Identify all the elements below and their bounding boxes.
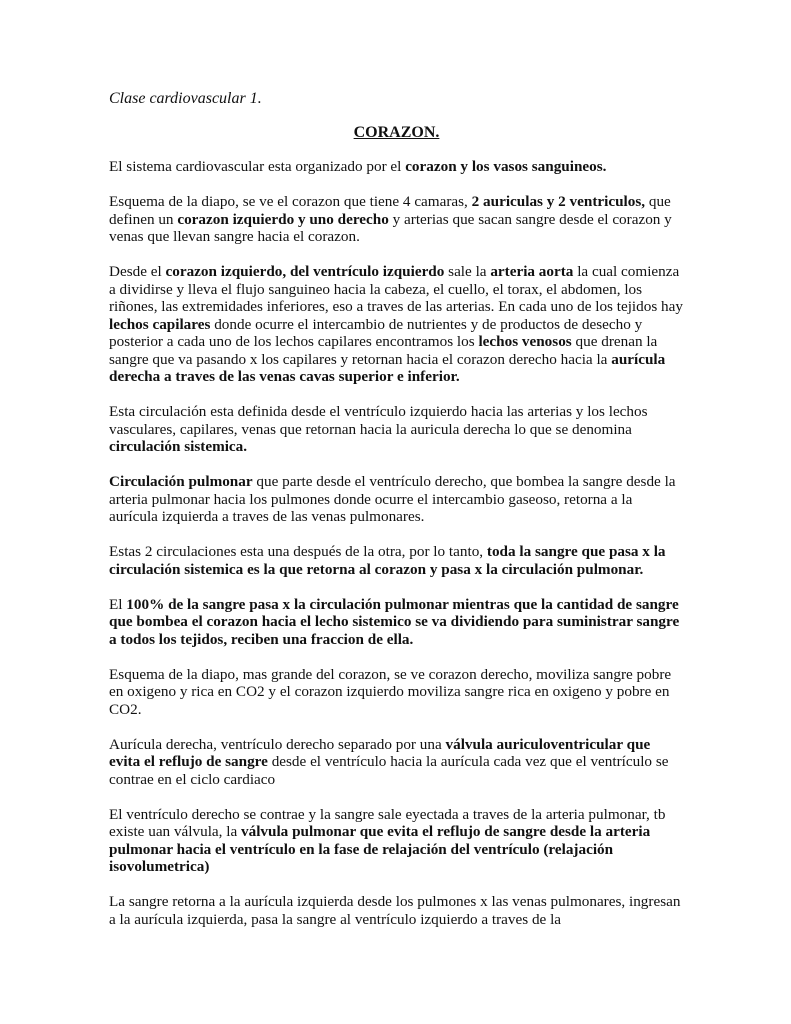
- text-run: Aurícula derecha, ventrículo derecho separado por una: [109, 735, 446, 753]
- text-run: que definen un: [109, 193, 671, 228]
- text-run: Esquema de la diapo, mas grande del corazon, se ve corazon derecho, moviliza sangre pobre en oxigeno y rica en CO2 y el corazon izquierdo moviliza sangre rica en oxigeno y pobre en CO2.: [109, 665, 672, 718]
- paragraph: [109, 473, 684, 526]
- text-run: desde el ventrículo hacia la aurícula cada vez que el ventrículo se contrae en el ciclo cardiaco: [109, 753, 669, 788]
- text-run: El ventrículo derecho se contrae y la sangre sale eyectada a traves de la arteria pulmonar, tb existe uan válvula, la: [109, 805, 666, 840]
- text-run: donde ocurre el intercambio de nutrientes y de productos de desecho y posterior a cada uno de los lechos capilares encontramos los: [109, 315, 643, 350]
- text-run: y arterias que sacan sangre desde el corazon y venas que llevan sangre hacia el corazon.: [109, 210, 672, 245]
- bold-text: circulación sistemica.: [109, 438, 248, 455]
- paragraph: [109, 193, 684, 246]
- text-run: Desde el: [109, 263, 166, 280]
- text-run: que parte desde el ventrículo derecho, que bombea la sangre desde la arteria pulmonar hacia los pulmones donde ocurre el intercambio gaseoso, retorna a la aurícula izquierda a traves de las venas pulmonares.: [109, 473, 676, 525]
- text-run: que drenan la sangre que va pasando x los capilares y retornan hacia el corazon derecho hacia la: [109, 333, 658, 368]
- text-run: sale la: [444, 263, 491, 280]
- paragraph: [109, 158, 684, 176]
- document-title: CORAZON.: [353, 123, 440, 141]
- bold-text: 100% de la sangre pasa x la circulación pulmonar mientras que la cantidad de sangre que bombea el corazon hacia el lecho sistemico se va dividiendo para suministrar sangre a todos los tejidos, reciben una fraccion de ella.: [109, 595, 680, 648]
- document-body: [109, 90, 684, 946]
- bold-text: corazon izquierdo, del ventrículo izquierdo: [165, 263, 445, 280]
- bold-text: corazon izquierdo y uno derecho: [177, 210, 389, 228]
- paragraph: [109, 543, 684, 578]
- paragraph: [109, 403, 684, 456]
- bold-text: válvula pulmonar que evita el reflujo de sangre desde la arteria pulmonar hacia el ventrículo en la fase de relajación del ventrículo (relajación isovolumetrica): [109, 823, 651, 875]
- paragraph: [109, 736, 684, 789]
- text-run: El sistema cardiovascular esta organizado por el: [109, 158, 406, 175]
- text-run: la cual comienza a dividirse y lleva el flujo sanguineo hacia la cabeza, el cuello, el torax, el abdomen, los riñones, las extremidades inferiores, eso a traves de las arterias. En cada uno de los tejidos hay: [109, 263, 683, 315]
- text-run: La sangre retorna a la aurícula izquierda desde los pulmones x las venas pulmonares, ingresan a la aurícula izquierda, pasa la sangre al ventrículo izquierdo a traves de la: [109, 893, 681, 928]
- bold-text: lechos venosos: [478, 333, 572, 350]
- bold-text: 2 auriculas y 2 ventriculos,: [471, 193, 646, 210]
- bold-text: toda la sangre que pasa x la circulación sistemica es la que retorna al corazon y pasa x la circulación pulmonar.: [109, 543, 666, 578]
- bold-text: válvula auriculoventricular que evita el reflujo de sangre: [109, 735, 651, 770]
- text-run: Esquema de la diapo, se ve el corazon que tiene 4 camaras,: [109, 193, 472, 210]
- paragraph: [109, 666, 684, 719]
- bold-text: lechos capilares: [109, 315, 211, 333]
- text-run: Esta circulación esta definida desde el ventrículo izquierdo hacia las arterias y los lechos vasculares, capilares, venas que retornan hacia la auricula derecha lo que se denomina: [109, 403, 648, 438]
- bold-text: Circulación pulmonar: [109, 473, 253, 490]
- paragraph-list: [109, 158, 684, 928]
- bold-text: arteria aorta: [490, 263, 574, 280]
- bold-text: aurícula derecha a traves de las venas cavas superior e inferior.: [109, 350, 666, 385]
- text-run: Estas 2 circulaciones esta una después de la otra, por lo tanto,: [109, 543, 487, 560]
- paragraph: [109, 893, 684, 928]
- paragraph: [109, 263, 684, 386]
- document-subtitle: Clase cardiovascular 1.: [109, 90, 262, 107]
- text-run: El: [109, 595, 127, 613]
- bold-text: corazon y los vasos sanguineos.: [405, 158, 607, 175]
- paragraph: [109, 806, 684, 876]
- paragraph: [109, 596, 684, 649]
